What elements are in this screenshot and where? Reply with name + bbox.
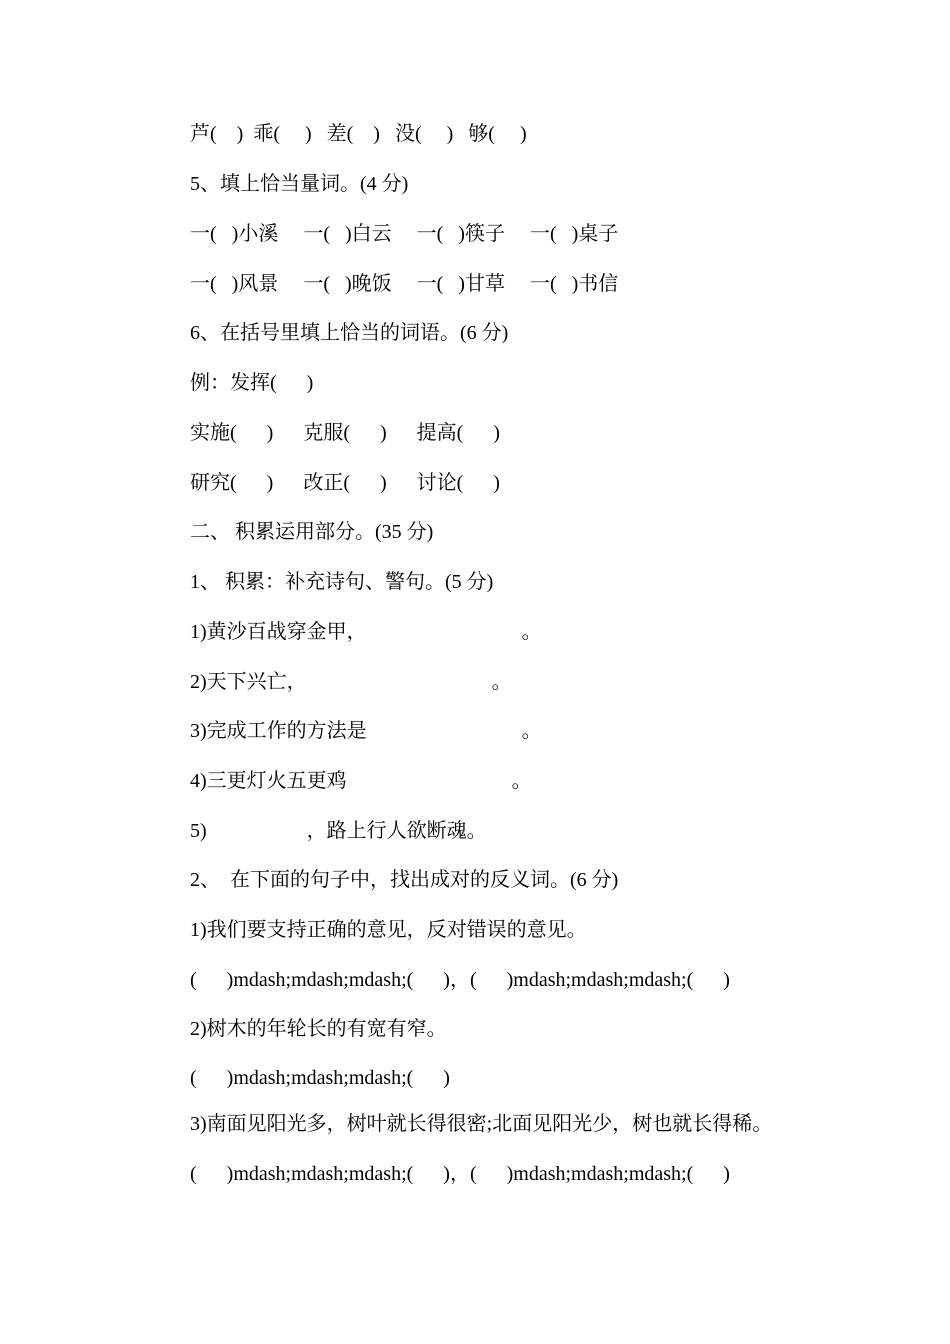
antonym-sentence-1: 1)我们要支持正确的意见，反对错误的意见。 — [190, 919, 587, 941]
example-line: 例：发挥( ) — [190, 372, 314, 394]
antonym-sentence-2: 2)树木的年轮长的有宽有窄。 — [190, 1018, 447, 1040]
antonym-answer-3: ( )mdash;mdash;mdash;( )，( )mdash;mdash;mdash;( ) — [190, 1163, 730, 1185]
word-fill-line-1: 实施( ) 克服( ) 提高( ) — [190, 422, 500, 444]
char-fill-line: 芦( ) 乖( ) 差( ) 没( ) 够( ) — [190, 123, 527, 145]
poem-line-1: 1)黄沙百战穿金甲， 。 — [190, 621, 542, 643]
poem-line-4: 4)三更灯火五更鸡 。 — [190, 770, 532, 792]
measure-word-line-1: 一( )小溪 一( )白云 一( )筷子 一( )桌子 — [190, 223, 619, 245]
measure-word-line-2: 一( )风景 一( )晚饭 一( )甘草 一( )书信 — [190, 273, 619, 295]
poem-line-2: 2)天下兴亡， 。 — [190, 671, 512, 693]
section-2-heading: 二、 积累运用部分。(35 分) — [190, 521, 434, 543]
poem-line-5: 5) ，路上行人欲断魂。 — [190, 820, 487, 842]
question-5-heading: 5、填上恰当量词。(4 分) — [190, 173, 409, 195]
question-6-heading: 6、在括号里填上恰当的词语。(6 分) — [190, 322, 509, 344]
antonym-answer-2: ( )mdash;mdash;mdash;( ) — [190, 1067, 450, 1089]
word-fill-line-2: 研究( ) 改正( ) 讨论( ) — [190, 472, 500, 494]
antonym-heading: 2、 在下面的句子中，找出成对的反义词。(6 分) — [190, 869, 619, 891]
accumulation-heading: 1、 积累：补充诗句、警句。(5 分) — [190, 571, 494, 593]
antonym-answer-1: ( )mdash;mdash;mdash;( )，( )mdash;mdash;mdash;( ) — [190, 969, 730, 991]
poem-line-3: 3)完成工作的方法是 。 — [190, 720, 542, 742]
antonym-sentence-3: 3)南面见阳光多，树叶就长得很密;北面见阳光少，树也就长得稀。 — [190, 1113, 773, 1135]
